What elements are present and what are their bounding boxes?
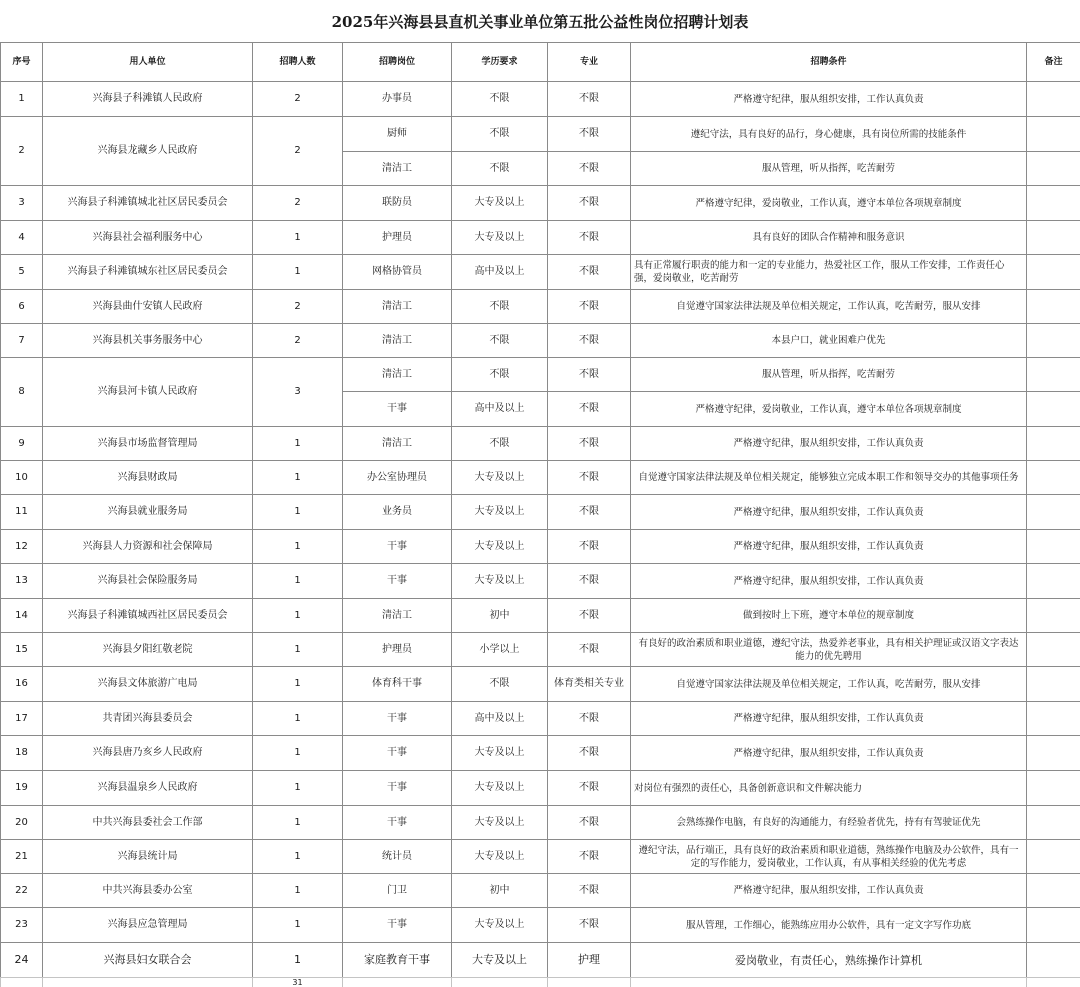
table-row bbox=[1, 117, 1080, 152]
cell-post: 清洁工 bbox=[343, 599, 452, 633]
table-row bbox=[1, 290, 1080, 324]
cell-education: 大专及以上 bbox=[452, 943, 548, 978]
cell-major: 不限 bbox=[548, 771, 631, 806]
cell-major: 不限 bbox=[548, 82, 631, 117]
cell-major: 不限 bbox=[548, 358, 631, 392]
cell-education: 高中及以上 bbox=[452, 255, 548, 290]
cell-post: 干事 bbox=[343, 806, 452, 840]
table-row bbox=[1, 633, 1080, 667]
cell-conditions: 具有良好的团队合作精神和服务意识 bbox=[631, 221, 1027, 255]
cell-remarks bbox=[1027, 874, 1080, 908]
cell-major: 不限 bbox=[548, 702, 631, 736]
cell-no: 4 bbox=[1, 221, 43, 255]
cell-unit: 兴海县龙藏乡人民政府 bbox=[43, 117, 253, 186]
cell-unit: 兴海县文体旅游广电局 bbox=[43, 667, 253, 702]
cell-education: 高中及以上 bbox=[452, 392, 548, 427]
cell-post: 干事 bbox=[343, 771, 452, 806]
cell-no: 7 bbox=[1, 324, 43, 358]
cell-remarks bbox=[1027, 290, 1080, 324]
page-title: 2025年兴海县县直机关事业单位第五批公益性岗位招聘计划表 bbox=[331, 12, 749, 31]
cell-post: 网格协管员 bbox=[343, 255, 452, 290]
cell-conditions: 服从管理，听从指挥，吃苦耐劳 bbox=[631, 152, 1027, 186]
cell-post: 清洁工 bbox=[343, 290, 452, 324]
cell-no: 5 bbox=[1, 255, 43, 290]
cell-count: 1 bbox=[253, 908, 343, 943]
cell-post: 厨师 bbox=[343, 117, 452, 152]
cell-major: 不限 bbox=[548, 599, 631, 633]
cell-count: 1 bbox=[253, 461, 343, 495]
cell-major: 不限 bbox=[548, 564, 631, 599]
cell-remarks bbox=[1027, 461, 1080, 495]
cell-remarks bbox=[1027, 427, 1080, 461]
table-row bbox=[1, 806, 1080, 840]
cell-conditions: 严格遵守纪律，服从组织安排，工作认真负责 bbox=[631, 82, 1027, 117]
table-row bbox=[1, 427, 1080, 461]
cell-conditions: 严格遵守纪律，服从组织安排，工作认真负责 bbox=[631, 564, 1027, 599]
cell-conditions: 爱岗敬业，有责任心，熟练操作计算机 bbox=[631, 943, 1027, 978]
cell-education: 不限 bbox=[452, 290, 548, 324]
cell-conditions: 严格遵守纪律，服从组织安排，工作认真负责 bbox=[631, 427, 1027, 461]
cell-no: 21 bbox=[1, 840, 43, 874]
table-row bbox=[1, 495, 1080, 530]
cell-count: 2 bbox=[253, 290, 343, 324]
recruitment-table bbox=[0, 42, 1080, 978]
cell-post: 干事 bbox=[343, 736, 452, 771]
cell-count: 1 bbox=[253, 530, 343, 564]
cell-education: 大专及以上 bbox=[452, 736, 548, 771]
cell-conditions: 做到按时上下班，遵守本单位的规章制度 bbox=[631, 599, 1027, 633]
cell-conditions: 服从管理，听从指挥，吃苦耐劳 bbox=[631, 358, 1027, 392]
cell-unit: 兴海县子科滩镇城北社区居民委员会 bbox=[43, 186, 253, 221]
cell-remarks bbox=[1027, 771, 1080, 806]
cell-education: 高中及以上 bbox=[452, 702, 548, 736]
cell-count: 1 bbox=[253, 221, 343, 255]
col-header-no: 序号 bbox=[1, 43, 43, 82]
cell-major: 不限 bbox=[548, 874, 631, 908]
cell-no: 6 bbox=[1, 290, 43, 324]
cell-no: 18 bbox=[1, 736, 43, 771]
cell-education: 大专及以上 bbox=[452, 221, 548, 255]
cell-remarks bbox=[1027, 358, 1080, 392]
cell-unit: 共青团兴海县委员会 bbox=[43, 702, 253, 736]
cell-no: 17 bbox=[1, 702, 43, 736]
cell-count: 2 bbox=[253, 186, 343, 221]
cell-education: 大专及以上 bbox=[452, 771, 548, 806]
cell-education: 初中 bbox=[452, 599, 548, 633]
cell-conditions: 有良好的政治素质和职业道德，遵纪守法，热爱养老事业，具有相关护理证或汉语文字表达能力的优先聘用 bbox=[631, 633, 1027, 667]
cell-post: 办事员 bbox=[343, 82, 452, 117]
cell-conditions: 本县户口，就业困难户优先 bbox=[631, 324, 1027, 358]
cell-remarks bbox=[1027, 324, 1080, 358]
cell-post: 干事 bbox=[343, 392, 452, 427]
cell-major: 不限 bbox=[548, 495, 631, 530]
cell-post: 统计员 bbox=[343, 840, 452, 874]
cell-unit: 兴海县社会保险服务局 bbox=[43, 564, 253, 599]
cell-post: 清洁工 bbox=[343, 152, 452, 186]
cell-education: 不限 bbox=[452, 82, 548, 117]
cell-major: 体育类相关专业 bbox=[548, 667, 631, 702]
cell-count: 1 bbox=[253, 771, 343, 806]
cell-major: 不限 bbox=[548, 633, 631, 667]
cell-count: 1 bbox=[253, 495, 343, 530]
cell-unit: 兴海县就业服务局 bbox=[43, 495, 253, 530]
cell-major: 不限 bbox=[548, 392, 631, 427]
col-header-major: 专业 bbox=[548, 43, 631, 82]
cell-no: 20 bbox=[1, 806, 43, 840]
cell-major: 不限 bbox=[548, 221, 631, 255]
cell-education: 初中 bbox=[452, 874, 548, 908]
cell-count: 1 bbox=[253, 874, 343, 908]
table-row bbox=[1, 840, 1080, 874]
col-header-conditions: 招聘条件 bbox=[631, 43, 1027, 82]
cell-remarks bbox=[1027, 152, 1080, 186]
cell-unit: 兴海县人力资源和社会保障局 bbox=[43, 530, 253, 564]
cell-post: 体育科干事 bbox=[343, 667, 452, 702]
cell-post: 护理员 bbox=[343, 221, 452, 255]
table-row bbox=[1, 358, 1080, 392]
cell-remarks bbox=[1027, 530, 1080, 564]
cell-education: 大专及以上 bbox=[452, 530, 548, 564]
cell-major: 不限 bbox=[548, 117, 631, 152]
cell-remarks bbox=[1027, 82, 1080, 117]
cell-unit: 兴海县子科滩镇城西社区居民委员会 bbox=[43, 599, 253, 633]
cell-unit: 兴海县应急管理局 bbox=[43, 908, 253, 943]
cell-major: 不限 bbox=[548, 152, 631, 186]
table-row bbox=[1, 943, 1080, 978]
cell-unit: 兴海县机关事务服务中心 bbox=[43, 324, 253, 358]
cell-unit: 兴海县唐乃亥乡人民政府 bbox=[43, 736, 253, 771]
table-row bbox=[1, 908, 1080, 943]
cell-unit: 兴海县市场监督管理局 bbox=[43, 427, 253, 461]
cell-remarks bbox=[1027, 806, 1080, 840]
cell-major: 不限 bbox=[548, 840, 631, 874]
cell-unit: 兴海县子科滩镇人民政府 bbox=[43, 82, 253, 117]
cell-post: 干事 bbox=[343, 702, 452, 736]
cell-count: 2 bbox=[253, 82, 343, 117]
cell-education: 大专及以上 bbox=[452, 840, 548, 874]
cell-remarks bbox=[1027, 702, 1080, 736]
cell-major: 护理 bbox=[548, 943, 631, 978]
cell-post: 联防员 bbox=[343, 186, 452, 221]
cell-unit: 兴海县曲什安镇人民政府 bbox=[43, 290, 253, 324]
cell-no: 10 bbox=[1, 461, 43, 495]
cell-post: 干事 bbox=[343, 564, 452, 599]
cell-remarks bbox=[1027, 840, 1080, 874]
cell-conditions: 自觉遵守国家法律法规及单位相关规定，能够独立完成本职工作和领导交办的其他事项任务 bbox=[631, 461, 1027, 495]
cell-remarks bbox=[1027, 392, 1080, 427]
cell-conditions: 具有正常履行职责的能力和一定的专业能力，热爱社区工作，服从工作安排，工作责任心强，爱岗敬业，吃苦耐劳 bbox=[631, 255, 1027, 290]
cell-conditions: 严格遵守纪律，服从组织安排，工作认真负责 bbox=[631, 702, 1027, 736]
cell-education: 不限 bbox=[452, 152, 548, 186]
cell-count: 1 bbox=[253, 599, 343, 633]
cell-conditions: 服从管理，工作细心，能熟练应用办公软件，具有一定文字写作功底 bbox=[631, 908, 1027, 943]
cell-post: 干事 bbox=[343, 530, 452, 564]
cell-post: 业务员 bbox=[343, 495, 452, 530]
cell-post: 清洁工 bbox=[343, 427, 452, 461]
cell-education: 大专及以上 bbox=[452, 908, 548, 943]
cell-count: 1 bbox=[253, 633, 343, 667]
cell-count: 1 bbox=[253, 255, 343, 290]
cell-count: 1 bbox=[253, 736, 343, 771]
table-row bbox=[1, 461, 1080, 495]
cell-conditions: 严格遵守纪律，爱岗敬业，工作认真，遵守本单位各项规章制度 bbox=[631, 186, 1027, 221]
cell-conditions: 对岗位有强烈的责任心，具备创新意识和文件解决能力 bbox=[631, 771, 1027, 806]
cell-unit: 兴海县妇女联合会 bbox=[43, 943, 253, 978]
cell-post: 家庭教育干事 bbox=[343, 943, 452, 978]
cell-unit: 兴海县统计局 bbox=[43, 840, 253, 874]
cell-unit: 兴海县温泉乡人民政府 bbox=[43, 771, 253, 806]
cell-unit: 兴海县社会福利服务中心 bbox=[43, 221, 253, 255]
cell-post: 办公室协理员 bbox=[343, 461, 452, 495]
cell-count: 1 bbox=[253, 667, 343, 702]
cell-conditions: 遵纪守法，具有良好的品行，身心健康，具有岗位所需的技能条件 bbox=[631, 117, 1027, 152]
header-row bbox=[1, 43, 1080, 82]
cell-unit: 中共兴海县委社会工作部 bbox=[43, 806, 253, 840]
cell-education: 不限 bbox=[452, 667, 548, 702]
cell-no: 24 bbox=[1, 943, 43, 978]
table-row bbox=[1, 771, 1080, 806]
table-row bbox=[1, 564, 1080, 599]
cell-remarks bbox=[1027, 186, 1080, 221]
cell-education: 不限 bbox=[452, 358, 548, 392]
cell-count: 1 bbox=[253, 806, 343, 840]
cell-post: 门卫 bbox=[343, 874, 452, 908]
cell-no: 8 bbox=[1, 358, 43, 427]
cell-major: 不限 bbox=[548, 186, 631, 221]
cell-no: 12 bbox=[1, 530, 43, 564]
cell-education: 大专及以上 bbox=[452, 806, 548, 840]
table-row bbox=[1, 874, 1080, 908]
cell-remarks bbox=[1027, 495, 1080, 530]
cell-post: 干事 bbox=[343, 908, 452, 943]
cell-no: 16 bbox=[1, 667, 43, 702]
table-row bbox=[1, 255, 1080, 290]
table-row bbox=[1, 186, 1080, 221]
cell-conditions: 严格遵守纪律，服从组织安排，工作认真负责 bbox=[631, 874, 1027, 908]
cell-major: 不限 bbox=[548, 806, 631, 840]
cell-remarks bbox=[1027, 255, 1080, 290]
cell-major: 不限 bbox=[548, 908, 631, 943]
cell-unit: 兴海县河卡镇人民政府 bbox=[43, 358, 253, 427]
cell-major: 不限 bbox=[548, 736, 631, 771]
cell-no: 23 bbox=[1, 908, 43, 943]
cell-major: 不限 bbox=[548, 255, 631, 290]
cell-remarks bbox=[1027, 221, 1080, 255]
cell-remarks bbox=[1027, 943, 1080, 978]
table-row bbox=[1, 530, 1080, 564]
cell-conditions: 严格遵守纪律，服从组织安排，工作认真负责 bbox=[631, 495, 1027, 530]
cell-conditions: 严格遵守纪律，服从组织安排，工作认真负责 bbox=[631, 530, 1027, 564]
cell-count: 1 bbox=[253, 427, 343, 461]
cell-no: 11 bbox=[1, 495, 43, 530]
cell-count: 1 bbox=[253, 564, 343, 599]
cell-count: 2 bbox=[253, 117, 343, 186]
cell-unit: 兴海县财政局 bbox=[43, 461, 253, 495]
cell-no: 15 bbox=[1, 633, 43, 667]
cell-education: 不限 bbox=[452, 427, 548, 461]
col-header-post: 招聘岗位 bbox=[343, 43, 452, 82]
table-row bbox=[1, 324, 1080, 358]
cell-count: 2 bbox=[253, 324, 343, 358]
cell-count: 1 bbox=[253, 943, 343, 978]
cell-major: 不限 bbox=[548, 530, 631, 564]
table-row bbox=[1, 736, 1080, 771]
cell-remarks bbox=[1027, 908, 1080, 943]
cell-conditions: 自觉遵守国家法律法规及单位相关规定，工作认真，吃苦耐劳，服从安排 bbox=[631, 667, 1027, 702]
col-header-count: 招聘人数 bbox=[253, 43, 343, 82]
cell-remarks bbox=[1027, 667, 1080, 702]
cell-remarks bbox=[1027, 564, 1080, 599]
col-header-education: 学历要求 bbox=[452, 43, 548, 82]
cell-remarks bbox=[1027, 599, 1080, 633]
col-header-remarks: 备注 bbox=[1027, 43, 1080, 82]
cell-no: 9 bbox=[1, 427, 43, 461]
cell-education: 小学以上 bbox=[452, 633, 548, 667]
cell-no: 3 bbox=[1, 186, 43, 221]
table-row bbox=[1, 599, 1080, 633]
cell-education: 不限 bbox=[452, 117, 548, 152]
cell-major: 不限 bbox=[548, 427, 631, 461]
cell-count: 1 bbox=[253, 840, 343, 874]
cell-remarks bbox=[1027, 736, 1080, 771]
cell-conditions: 严格遵守纪律，服从组织安排，工作认真负责 bbox=[631, 736, 1027, 771]
cell-unit: 中共兴海县委办公室 bbox=[43, 874, 253, 908]
cell-post: 清洁工 bbox=[343, 358, 452, 392]
cell-no: 22 bbox=[1, 874, 43, 908]
cell-education: 大专及以上 bbox=[452, 461, 548, 495]
table-row bbox=[1, 702, 1080, 736]
cell-remarks bbox=[1027, 117, 1080, 152]
cell-post: 护理员 bbox=[343, 633, 452, 667]
summary-row bbox=[0, 977, 1080, 987]
cell-no: 2 bbox=[1, 117, 43, 186]
cell-conditions: 会熟练操作电脑，有良好的沟通能力，有经验者优先，持有有驾驶证优先 bbox=[631, 806, 1027, 840]
table-row bbox=[1, 667, 1080, 702]
cell-remarks bbox=[1027, 633, 1080, 667]
cell-count: 3 bbox=[253, 358, 343, 427]
cell-no: 13 bbox=[1, 564, 43, 599]
cell-major: 不限 bbox=[548, 461, 631, 495]
cell-education: 大专及以上 bbox=[452, 564, 548, 599]
cell-unit: 兴海县夕阳红敬老院 bbox=[43, 633, 253, 667]
cell-unit: 兴海县子科滩镇城东社区居民委员会 bbox=[43, 255, 253, 290]
cell-education: 大专及以上 bbox=[452, 495, 548, 530]
cell-education: 不限 bbox=[452, 324, 548, 358]
cell-conditions: 自觉遵守国家法律法规及单位相关规定，工作认真，吃苦耐劳，服从安排 bbox=[631, 290, 1027, 324]
cell-no: 1 bbox=[1, 82, 43, 117]
cell-no: 19 bbox=[1, 771, 43, 806]
table-row bbox=[1, 82, 1080, 117]
col-header-unit: 用人单位 bbox=[43, 43, 253, 82]
cell-major: 不限 bbox=[548, 290, 631, 324]
cell-conditions: 严格遵守纪律，爱岗敬业，工作认真，遵守本单位各项规章制度 bbox=[631, 392, 1027, 427]
cell-no: 14 bbox=[1, 599, 43, 633]
cell-post: 清洁工 bbox=[343, 324, 452, 358]
total-count: 31 bbox=[253, 978, 343, 987]
table-row bbox=[1, 221, 1080, 255]
cell-count: 1 bbox=[253, 702, 343, 736]
cell-conditions: 遵纪守法，品行端正，具有良好的政治素质和职业道德，熟练操作电脑及办公软件，具有一定的写作能力，爱岗敬业，工作认真，有从事相关经验的优先考虑 bbox=[631, 840, 1027, 874]
cell-education: 大专及以上 bbox=[452, 186, 548, 221]
cell-major: 不限 bbox=[548, 324, 631, 358]
